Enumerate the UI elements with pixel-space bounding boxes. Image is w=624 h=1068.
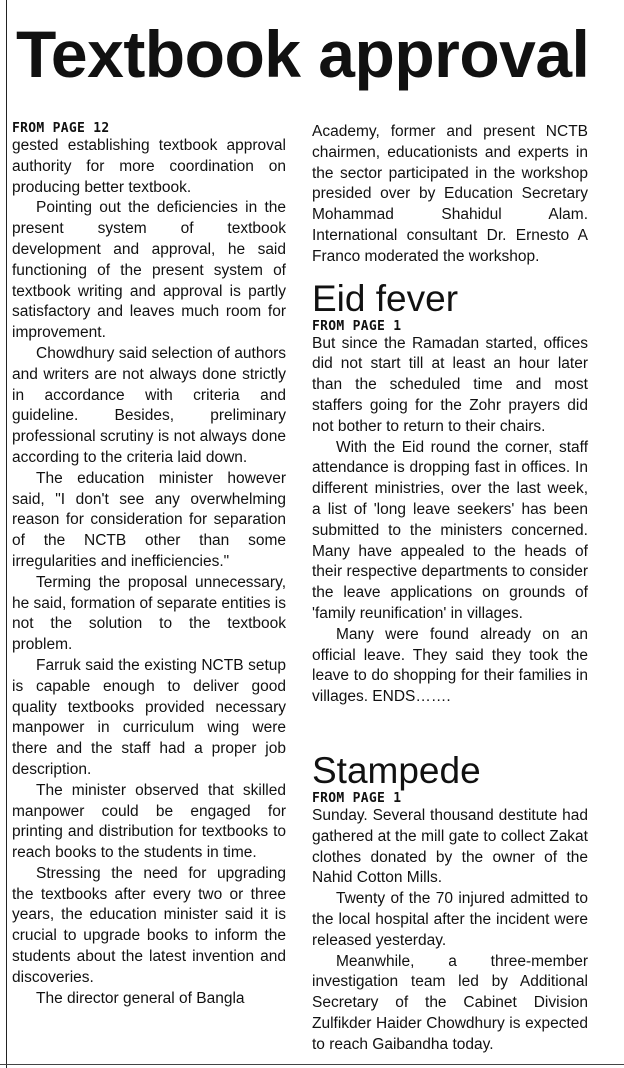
stampede-title: Stampede — [312, 749, 481, 791]
paragraph: Farruk said the existing NCTB setup is capable enough to deliver good quality textbooks provided necessary manpower in curriculum wing were there and the staff had a proper job description. — [12, 656, 286, 778]
paragraph: Twenty of the 70 injured admitted to the local hospital after the incident were released yesterday. — [312, 890, 588, 949]
paragraph: With the Eid round the corner, staff attendance is dropping fast in offices. In different ministries, over the last week, a list of 'long leave seekers' has been submitted to the ministers concerned. Many have appealed to the heads of their respective departments to consider the leave applications on grounds of 'family reunification' in villages. — [312, 438, 588, 622]
paragraph: The education minister however said, "I don't see any overwhelming reason for consideration for separation of the NCTB other than some irregularities and inefficiencies." — [12, 469, 286, 570]
textbook-continuation: Academy, former and present NCTB chairmen, educationists and experts in the sector participated in the workshop presided over by Education Secretary Mohammad Shahidul Alam. International consultant Dr. Ernesto A Franco moderated the workshop. — [312, 123, 588, 265]
right-column — [312, 122, 588, 1055]
paragraph: Many were found already on an official leave. They said they took the leave to do shopping for their families in villages. ENDS……. — [312, 625, 588, 706]
paragraph: But since the Ramadan started, offices did not start till at least an hour later than the scheduled time and most staffers going for the Zohr prayers did not bother to return to their chairs. — [312, 334, 588, 435]
eid-fever-title: Eid fever — [312, 277, 459, 319]
paragraph: The minister observed that skilled manpower could be engaged for printing and distribution for textbooks to reach books to the students in time. — [12, 781, 286, 862]
bottom-rule — [0, 1064, 624, 1065]
column-rule — [6, 0, 7, 1068]
paragraph: Terming the proposal unnecessary, he said, formation of separate entities is not the solution to the textbook problem. — [12, 573, 286, 654]
paragraph: Meanwhile, a three-member investigation team led by Additional Secretary of the Cabinet Division Zulfikder Haider Chowdhury is expected to reach Gaibandha today. — [312, 952, 588, 1053]
eid-fever-kicker: FROM PAGE 1 — [312, 318, 402, 334]
paragraph: Chowdhury said selection of authors and writers are not always done strictly in accordance with criteria and guideline. Besides, preliminary professional scrutiny is not always done according to the criteria laid down. — [12, 344, 286, 466]
headline: Textbook approval — [16, 17, 590, 91]
paragraph: gested establishing textbook approval authority for more coordination on producing better textbook. — [12, 137, 286, 196]
paragraph: Sunday. Several thousand destitute had gathered at the mill gate to collect Zakat clothes donated by the owner of the Nahid Cotton Mills. — [312, 806, 588, 887]
paragraph: Stressing the need for upgrading the textbooks after every two or three years, the education minister said it is crucial to upgrade books to inform the students about the latest invention and discoveries. — [12, 864, 286, 986]
stampede-kicker: FROM PAGE 1 — [312, 790, 402, 806]
paragraph: The director general of Bangla — [36, 989, 245, 1007]
paragraph: Pointing out the deficiencies in the present system of textbook development and approval, he said functioning of the present system of textbook writing and approval is partly satisfactory and leaves much room for improvement. — [12, 199, 286, 342]
textbook-story-left-column — [12, 122, 286, 1009]
textbook-kicker: FROM PAGE 12 — [12, 121, 110, 136]
